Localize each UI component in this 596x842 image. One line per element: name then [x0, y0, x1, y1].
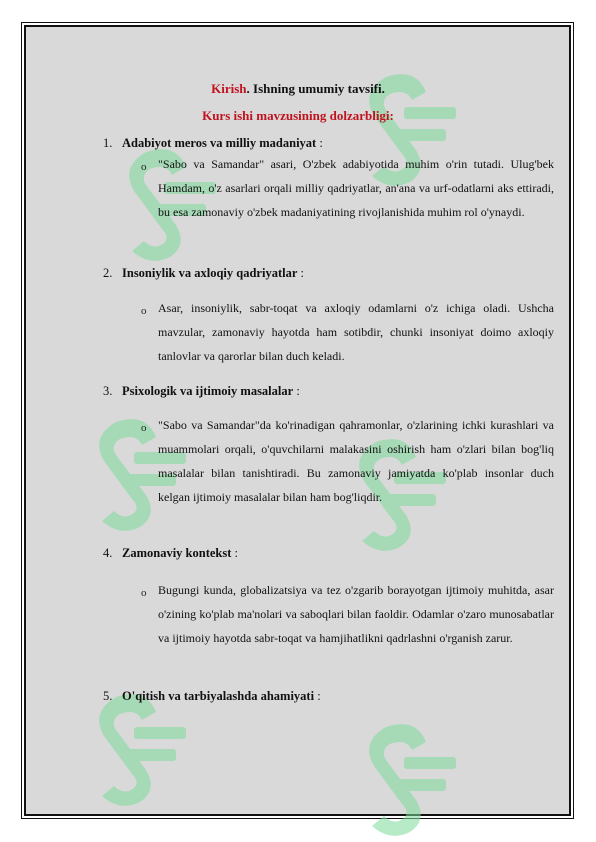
- section-title: Psixologik va ijtimoiy masalalar: [122, 384, 294, 398]
- section-colon: :: [316, 136, 323, 150]
- section-number: 2.: [103, 266, 113, 280]
- section-title: O'qitish va tarbiyalashda ahamiyati: [122, 689, 315, 703]
- title-rest: . Ishning umumiy tavsifi.: [246, 81, 385, 96]
- section-title: Adabiyot meros va milliy madaniyat: [122, 136, 317, 150]
- page-title: [0, 81, 596, 97]
- section-colon: :: [293, 384, 300, 398]
- section-paragraph: Bugungi kunda, globalizatsiya va tez o'zgarib borayotgan ijtimoiy muhitda, asar o'zining ko'plab ma'nolari va saboqlari bilan faoldir. Odamlar o'zaro munosabatlar va ijtimoiy hayotda sabr-toqat va hamjihatlikni qadrlashni o'rganish zarur.: [158, 583, 554, 645]
- section-colon: :: [231, 546, 239, 560]
- section-title: Insoniylik va axloqiy qadriyatlar: [122, 266, 298, 280]
- section-heading: [103, 136, 323, 151]
- section-number: 3.: [103, 384, 113, 398]
- watermark-logo: [86, 687, 196, 807]
- title-highlight: Kirish: [211, 81, 247, 96]
- section-paragraph: Asar, insoniylik, sabr-toqat va axloqiy odamlarni o'z ichiga oladi. Ushcha mavzular, zamonaviy hayotda ham sotibdir, chunki insoniyat doimo axloqiy tanlovlar va qarorlar bilan duch keladi.: [158, 301, 554, 363]
- section-heading: [103, 546, 238, 561]
- section-colon: :: [297, 266, 304, 280]
- bullet-marker: o: [141, 305, 147, 317]
- section-number: 5.: [103, 689, 113, 703]
- bullet-marker: o: [141, 587, 147, 599]
- section-colon: :: [314, 689, 321, 703]
- section-paragraph: "Sabo va Samandar" asari, O'zbek adabiyotida muhim o'rin tutadi. Ulug'bek Hamdam, o'z asarlari orqali milliy qadriyatlar, an'ana va urf-odatlarni aks ettiradi, bu esa zamonaviy o'zbek madaniyatining rivojlanishida muhim rol o'ynaydi.: [158, 157, 554, 219]
- page-subtitle: Kurs ishi mavzusining dolzarbligi:: [202, 108, 394, 123]
- bullet-marker: o: [141, 422, 147, 434]
- watermark-logo: [356, 717, 466, 837]
- bullet-marker: o: [141, 161, 147, 173]
- section-heading: [103, 689, 321, 704]
- section-heading: [103, 384, 300, 399]
- section-title: Zamonaviy kontekst: [122, 546, 232, 560]
- section-number: 4.: [103, 546, 113, 560]
- section-heading: [103, 266, 304, 281]
- section-paragraph: "Sabo va Samandar"da ko'rinadigan qahramonlar, o'zlarining ichki kurashlari va muammolari orqali, o'quvchilarni malakasini oshirish ham o'zlari bilan bog'liq masalalar bilan tanishtiradi. Bu zamonaviy jamiyatda ko'plab insonlar duch kelgan ijtimoiy masalalar bilan ham bog'liqdir.: [158, 418, 554, 504]
- section-number: 1.: [103, 136, 113, 150]
